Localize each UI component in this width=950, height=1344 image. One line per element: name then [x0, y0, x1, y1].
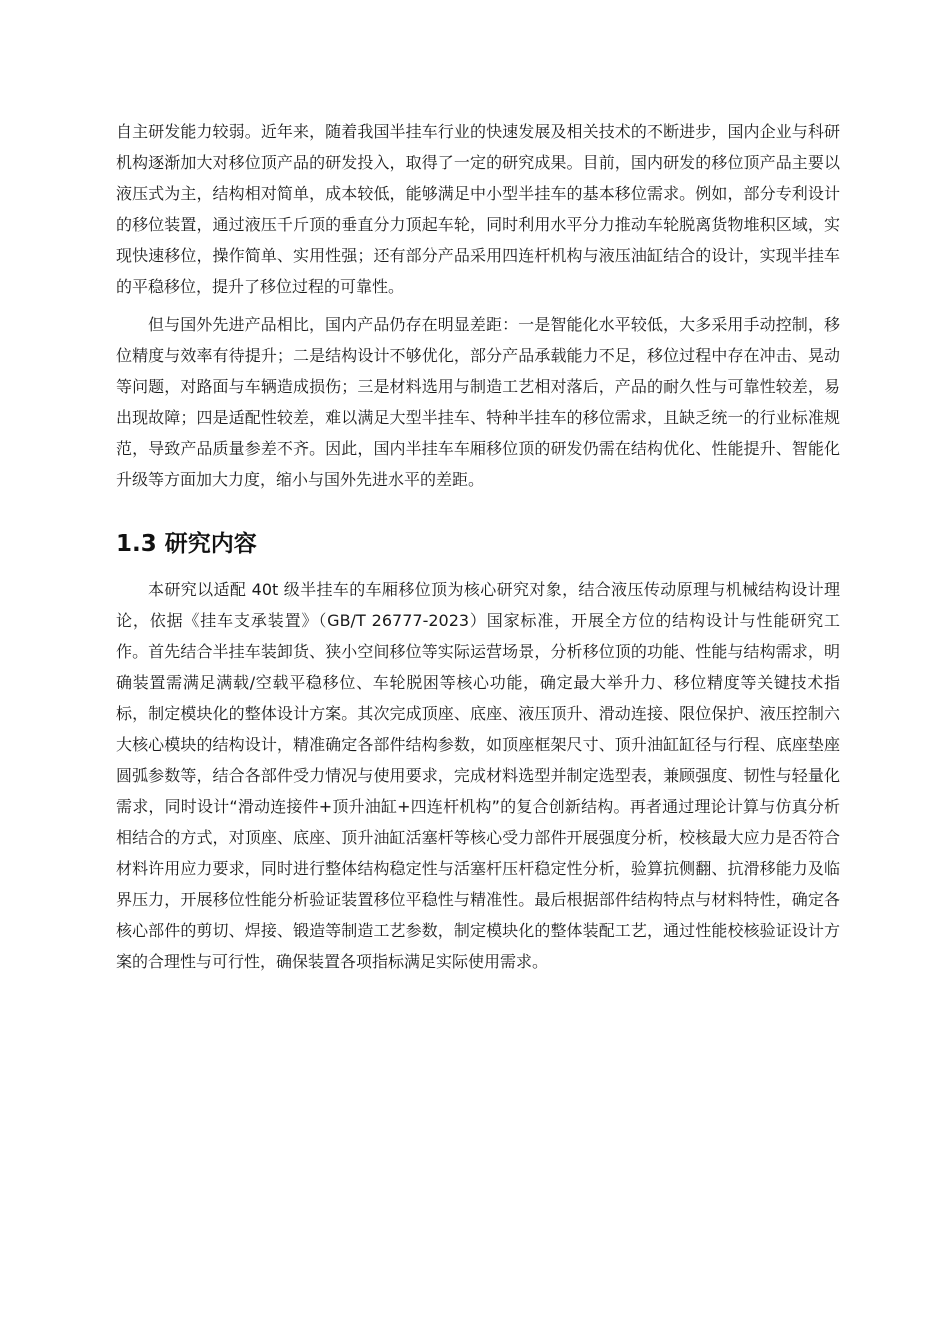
paragraph-domestic-gap: 但与国外先进产品相比，国内产品仍存在明显差距：一是智能化水平较低，大多采用手动控制，移位精度与效率有待提升；二是结构设计不够优化，部分产品承载能力不足，移位过程中存在冲击、晃动等问题，对路面与车辆造成损伤；三是材料选用与制造工艺相对落后，产品的耐久性与可靠性较差，易出现故障；四是适配性较差，难以满足大型半挂车、特种半挂车的移位需求，且缺乏统一的行业标准规范，导致产品质量参差不齐。因此，国内半挂车车厢移位顶的研发仍需在结构优化、性能提升、智能化升级等方面加大力度，缩小与国外先进水平的差距。: [116, 315, 840, 489]
section-heading-research-content: 1.3 研究内容: [116, 531, 257, 557]
document-body: [116, 116, 840, 977]
paragraph-domestic-research: 自主研发能力较弱。近年来，随着我国半挂车行业的快速发展及相关技术的不断进步，国内企业与科研机构逐渐加大对移位顶产品的研发投入，取得了一定的研究成果。目前，国内研发的移位顶产品主要以液压式为主，结构相对简单，成本较低，能够满足中小型半挂车的基本移位需求。例如，部分专利设计的移位装置，通过液压千斤顶的垂直分力顶起车轮，同时利用水平分力推动车轮脱离货物堆积区域，实现快速移位，操作简单、实用性强；还有部分产品采用四连杆机构与液压油缸结合的设计，实现半挂车的平稳移位，提升了移位过程的可靠性。: [116, 122, 840, 296]
paragraph-research-content: 本研究以适配 40t 级半挂车的车厢移位顶为核心研究对象，结合液压传动原理与机械结构设计理论，依据《挂车支承装置》（GB/T 26777-2023）国家标准，开展全方位的结构设计与性能研究工作。首先结合半挂车装卸货、狭小空间移位等实际运营场景，分析移位顶的功能、性能与结构需求，明确装置需满足满载/空载平稳移位、车轮脱困等核心功能，确定最大举升力、移位精度等关键技术指标，制定模块化的整体设计方案。其次完成顶座、底座、液压顶升、滑动连接、限位保护、液压控制六大核心模块的结构设计，精准确定各部件结构参数，如顶座框架尺寸、顶升油缸缸径与行程、底座垫座圆弧参数等，结合各部件受力情况与使用要求，完成材料选型并制定选型表，兼顾强度、韧性与轻量化需求，同时设计“滑动连接件+顶升油缸+四连杆机构”的复合创新结构。再者通过理论计算与仿真分析相结合的方式，对顶座、底座、顶升油缸活塞杆等核心受力部件开展强度分析，校核最大应力是否符合材料许用应力要求，同时进行整体结构稳定性与活塞杆压杆稳定性分析，验算抗侧翻、抗滑移能力及临界压力，开展移位性能分析验证装置移位平稳性与精准性。最后根据部件结构特点与材料特性，确定各核心部件的剪切、焊接、锻造等制造工艺参数，制定模块化的整体装配工艺，通过性能校核验证设计方案的合理性与可行性，确保装置各项指标满足实际使用需求。: [116, 580, 840, 971]
